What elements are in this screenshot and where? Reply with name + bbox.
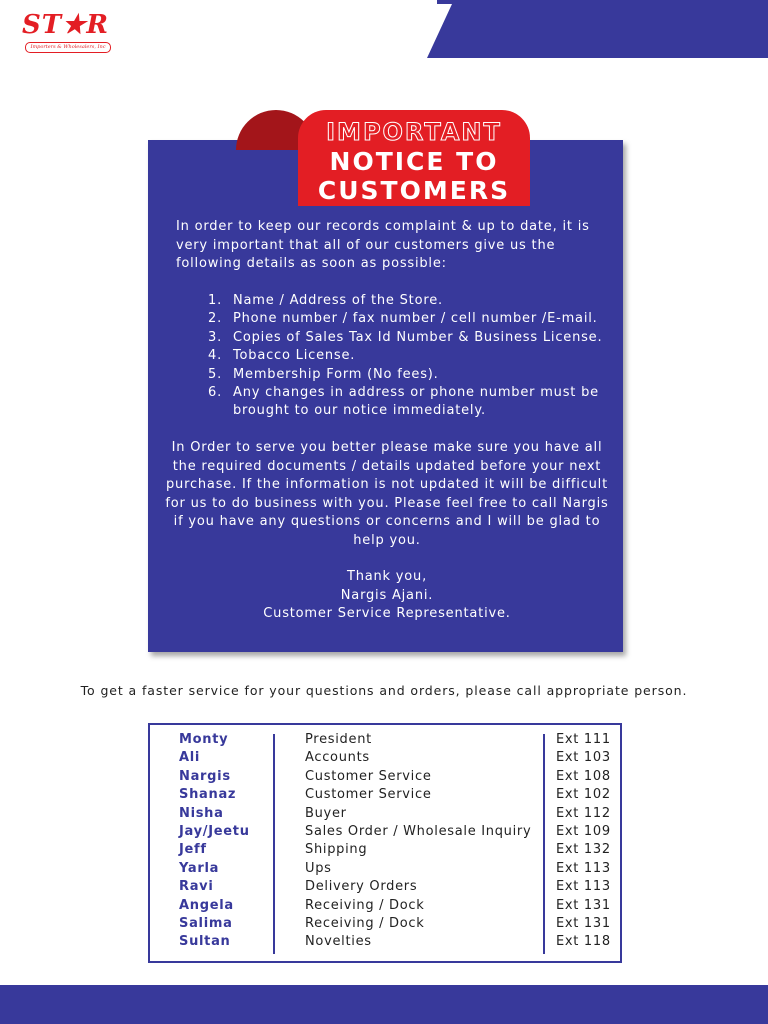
contact-extension: Ext 112 <box>556 805 611 821</box>
contact-name: Jay/Jeetu <box>179 824 250 840</box>
contact-extension: Ext 103 <box>556 750 611 766</box>
notice-signoff <box>162 568 612 624</box>
column-divider <box>273 734 275 954</box>
list-item: 2. Phone number / fax number / cell number /E-mail. <box>208 311 598 327</box>
contact-role: Buyer <box>305 805 347 821</box>
contact-name: Angela <box>179 897 234 913</box>
contact-extension: Ext 131 <box>556 897 611 913</box>
logo-wordmark: ST★R <box>22 10 110 40</box>
contact-instruction: To get a faster service for your questions and orders, please call appropriate person. <box>80 683 688 698</box>
company-logo <box>22 12 112 54</box>
contact-extension: Ext 131 <box>556 916 611 932</box>
contact-name: Sultan <box>179 934 231 950</box>
contact-name: Yarla <box>179 860 220 876</box>
contact-name: Salima <box>179 916 233 932</box>
list-item: 6. Any changes in address or phone number must be brought to our notice immediately. <box>208 385 599 419</box>
notice-outro: In Order to serve you better please make sure you have all the required documents / details updated before your next purchase. If the information is not updated it will be difficult for us to do business with you. Please feel free to call Nargis if you have any questions or concerns and I will be glad to help you. <box>165 440 609 548</box>
contact-ext-column <box>556 731 611 952</box>
contact-role: Novelties <box>305 934 372 950</box>
contact-roles-column <box>305 731 531 952</box>
contact-extension: Ext 132 <box>556 842 611 858</box>
signoff-title: Customer Service Representative. <box>263 606 511 622</box>
contact-role: Receiving / Dock <box>305 916 425 932</box>
logo-tagline: Importers & Wholesalers, Inc <box>25 42 111 53</box>
contact-role: Customer Service <box>305 787 432 803</box>
contact-extension: Ext 102 <box>556 787 611 803</box>
notice-title-line3: CUSTOMERS <box>317 176 511 205</box>
contact-name: Ali <box>179 750 201 766</box>
column-divider <box>543 734 545 954</box>
requirements-list <box>208 292 608 421</box>
contact-name: Nargis <box>179 768 231 784</box>
contact-role: Accounts <box>305 750 370 766</box>
contact-role: Delivery Orders <box>305 879 418 895</box>
notice-title-line2: NOTICE TO <box>329 147 499 176</box>
contact-names-column <box>179 731 250 952</box>
contact-extension: Ext 111 <box>556 732 611 747</box>
contact-role: President <box>305 732 372 747</box>
contact-role: Shipping <box>305 842 368 858</box>
contact-role: Receiving / Dock <box>305 897 425 913</box>
signoff-thanks: Thank you, <box>346 569 428 584</box>
contact-extension: Ext 113 <box>556 860 611 876</box>
notice-title-important: IMPORTANT <box>326 118 502 146</box>
list-item: 3. Copies of Sales Tax Id Number & Business License. <box>208 329 603 345</box>
notice-title-tab <box>298 110 530 206</box>
contact-name: Ravi <box>179 879 214 895</box>
header-white-shape <box>0 0 768 58</box>
footer-bar <box>0 985 768 1024</box>
list-item: 1. Name / Address of the Store. <box>208 293 443 308</box>
contact-extension: Ext 108 <box>556 768 611 784</box>
list-item: 5. Membership Form (No fees). <box>208 366 439 382</box>
contact-name: Jeff <box>179 842 207 858</box>
signoff-name: Nargis Ajani. <box>340 587 434 603</box>
contact-name: Nisha <box>179 805 224 821</box>
contact-extension: Ext 113 <box>556 879 611 895</box>
contact-name: Monty <box>179 732 229 747</box>
contact-extension: Ext 118 <box>556 934 611 950</box>
contact-extension: Ext 109 <box>556 824 611 840</box>
contact-role: Sales Order / Wholesale Inquiry <box>305 824 532 840</box>
contact-name: Shanaz <box>179 787 237 803</box>
list-item: 4. Tobacco License. <box>208 348 356 364</box>
notice-intro: In order to keep our records complaint & up to date, it is very important that all of our customers give us the following details as soon as possible: <box>176 219 590 271</box>
contact-role: Customer Service <box>305 768 432 784</box>
contact-role: Ups <box>305 860 332 876</box>
